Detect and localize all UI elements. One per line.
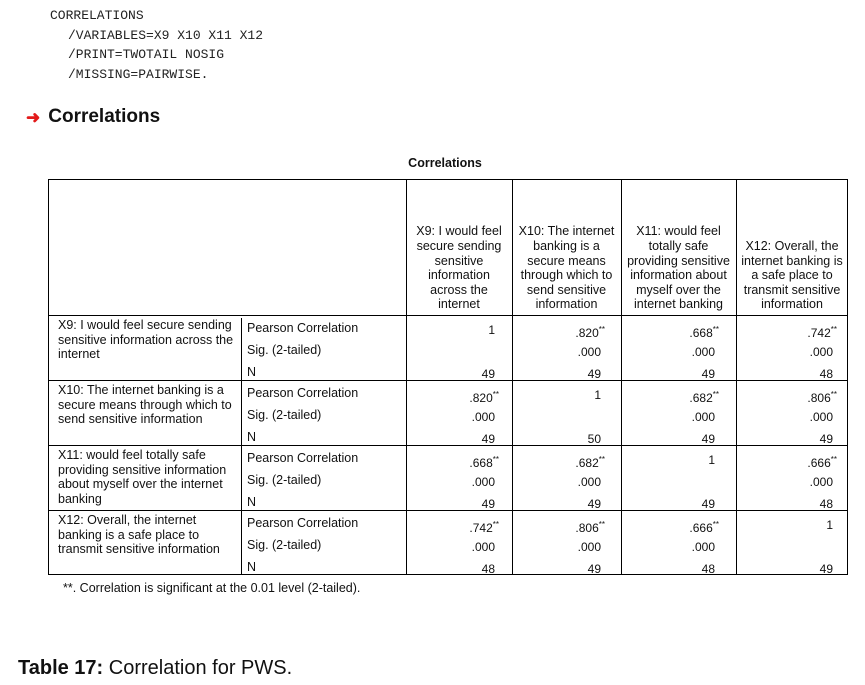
caption-label: Table 17: (18, 657, 104, 679)
pearson-cell: .682** (689, 390, 719, 405)
sig-cell: .000 (691, 410, 715, 424)
column-divider (512, 180, 513, 574)
syntax-line: /MISSING=PAIRWISE. (68, 66, 209, 82)
column-header: X10: The internet banking is a secure means through which to send sensitive information (518, 224, 615, 312)
n-cell: 48 (481, 562, 495, 576)
n-cell: 49 (587, 497, 601, 511)
row-divider (49, 445, 847, 446)
n-cell: 50 (587, 432, 601, 446)
stat-label: Pearson Correlation (247, 451, 359, 465)
column-divider (736, 180, 737, 574)
red-arrow-icon: ➜ (26, 107, 41, 127)
pearson-cell: .666** (807, 455, 837, 470)
stat-label: N (247, 560, 257, 574)
sig-cell: .000 (471, 540, 495, 554)
stat-label: Sig. (2-tailed) (247, 538, 322, 552)
significance-marker: ** (712, 390, 719, 399)
row-divider (49, 510, 847, 511)
stat-label: Pearson Correlation (247, 516, 359, 530)
significance-marker: ** (598, 520, 605, 529)
stat-label: Sig. (2-tailed) (247, 408, 322, 422)
row-label: X12: Overall, the internet banking is a safe place to transmit sensitive information (58, 513, 220, 557)
sig-cell: .000 (809, 345, 833, 359)
significance-marker: ** (830, 325, 837, 334)
column-divider (621, 180, 622, 574)
row-label: X11: would feel totally safe providing sensitive information about myself over the internet banking (58, 448, 227, 506)
column-header: X9: I would feel secure sending sensitive information across the internet (416, 224, 502, 312)
sig-cell: .000 (577, 540, 601, 554)
stat-label: Sig. (2-tailed) (247, 473, 322, 487)
pearson-cell: .668** (469, 455, 499, 470)
pearson-cell: .820** (469, 390, 499, 405)
pearson-cell: .668** (689, 325, 719, 340)
n-cell: 48 (819, 497, 833, 511)
significance-marker: ** (492, 520, 499, 529)
significance-marker: ** (712, 520, 719, 529)
table-title: Correlations (408, 156, 482, 170)
n-cell: 49 (701, 367, 715, 381)
significance-marker: ** (712, 325, 719, 334)
pearson-cell: 1 (708, 453, 715, 467)
n-cell: 49 (819, 432, 833, 446)
heading-text: Correlations (48, 106, 161, 127)
sig-cell: .000 (471, 410, 495, 424)
stat-label: N (247, 495, 257, 509)
pearson-cell: .666** (689, 520, 719, 535)
column-divider (241, 318, 242, 574)
significance-marker: ** (598, 325, 605, 334)
column-divider (406, 180, 407, 574)
row-label: X9: I would feel secure sending sensitive information across the internet (58, 318, 234, 362)
n-cell: 49 (819, 562, 833, 576)
sig-cell: .000 (809, 410, 833, 424)
caption-text: Correlation for PWS. (103, 657, 293, 679)
sig-cell: .000 (577, 475, 601, 489)
n-cell: 48 (701, 562, 715, 576)
significance-marker: ** (598, 455, 605, 464)
syntax-line: CORRELATIONS (50, 8, 144, 23)
row-divider (49, 380, 847, 381)
pearson-cell: 1 (594, 388, 601, 402)
table-caption (18, 657, 292, 680)
n-cell: 49 (481, 432, 495, 446)
correlations-table (48, 179, 848, 575)
row-label: X10: The internet banking is a secure means through which to send sensitive information (58, 383, 232, 427)
sig-cell: .000 (577, 345, 601, 359)
pearson-cell: .806** (807, 390, 837, 405)
pearson-cell: .820** (575, 325, 605, 340)
stat-label: N (247, 430, 257, 444)
n-cell: 49 (587, 562, 601, 576)
output-heading (26, 106, 160, 128)
header-divider (49, 315, 847, 316)
pearson-cell: .682** (575, 455, 605, 470)
stat-label: Pearson Correlation (247, 321, 359, 335)
n-cell: 49 (481, 497, 495, 511)
n-cell: 49 (587, 367, 601, 381)
sig-cell: .000 (809, 475, 833, 489)
n-cell: 48 (819, 367, 833, 381)
stat-label: N (247, 365, 257, 379)
syntax-line: /PRINT=TWOTAIL NOSIG (68, 47, 225, 62)
significance-marker: ** (492, 455, 499, 464)
pearson-cell: 1 (826, 518, 833, 532)
syntax-block (50, 6, 263, 84)
significance-marker: ** (492, 390, 499, 399)
n-cell: 49 (701, 497, 715, 511)
pearson-cell: .742** (469, 520, 499, 535)
significance-marker: ** (830, 390, 837, 399)
n-cell: 49 (701, 432, 715, 446)
sig-cell: .000 (471, 475, 495, 489)
n-cell: 49 (481, 367, 495, 381)
stat-label: Pearson Correlation (247, 386, 359, 400)
significance-marker: ** (830, 455, 837, 464)
sig-cell: .000 (691, 345, 715, 359)
pearson-cell: 1 (488, 323, 495, 337)
syntax-line: /VARIABLES=X9 X10 X11 X12 (68, 27, 264, 43)
pearson-cell: .742** (807, 325, 837, 340)
column-header: X11: would feel totally safe providing sensitive information about myself over the internet banking (627, 224, 730, 312)
stat-label: Sig. (2-tailed) (247, 343, 322, 357)
sig-cell: .000 (691, 540, 715, 554)
pearson-cell: .806** (575, 520, 605, 535)
table-footnote: **. Correlation is significant at the 0.01 level (2-tailed). (63, 581, 361, 595)
column-header: X12: Overall, the internet banking is a safe place to transmit sensitive information (741, 239, 843, 312)
